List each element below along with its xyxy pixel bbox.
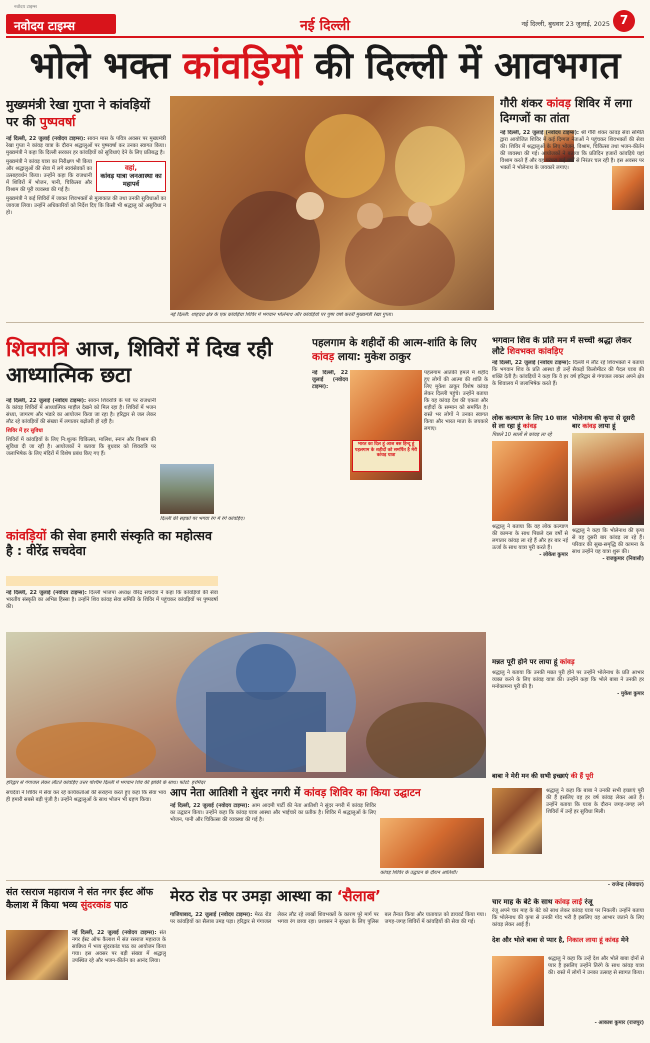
aap-body-text: आम आदमी पार्टी की नेता आतिशी ने सुंदर नगरी में कांवड़ शिविर का उद्घाटन किया। उन्होंने कहा कि कांवड़ यात्रा आस्था और भाईचारे का प्रतीक है। शिविर में श्रद्धालुओं के लिए भोजन, पानी और चिकित्सा की व्यवस्था की गई है। xyxy=(170,803,376,823)
main-headline-part3: की दिल्ली में आवभगत xyxy=(301,44,621,87)
seva-headline xyxy=(6,528,218,574)
profile-lok-headline xyxy=(492,414,568,430)
divider-2 xyxy=(6,880,644,881)
pahalgam-body-text: पहलगाम आतंकी हमले में शहीद हुए लोगों की आत्मा की शांति के लिए मुकेश ठाकुर विशेष कांवड़ लेकर दिल्ली पहुंचे। उन्होंने बताया कि यह कांवड़ देश की एकता और शहीदों के सम्मान को समर्पित है। रास्ते भर लोगों ने उनका स्वागत किया और भारत माता के जयकारे लगाए। xyxy=(424,370,488,432)
desh-headline-highlight: निकाल लाया हूं कांवड़ xyxy=(566,936,619,944)
profile-bholenath-body: श्रद्धालु ने कहा कि भोलेनाथ की कृपा से वह दूसरी बार कांवड़ ला रहे हैं। परिवार की सुख-समृद्धि की कामना के साथ उन्होंने यह यात्रा शुरू की। xyxy=(572,528,644,555)
cm-headline-highlight: पुष्पवर्षा xyxy=(39,114,76,129)
meerut-body xyxy=(170,912,486,927)
pahalgam-headline xyxy=(312,336,488,364)
profile-lok xyxy=(492,414,568,650)
bhagwan-body-text: दिल्ली में लौट रहे शिवभक्तों ने बताया कि भगवान शिव के प्रति आस्था ही उन्हें सैकड़ों किलोमीटर की पैदल यात्रा की शक्ति देती है। कांवड़ियों ने कहा कि वे हर वर्ष हरिद्वार से गंगाजल लाकर अपने क्षेत्र के शिवालय में जलाभिषेक करते हैं। xyxy=(492,360,644,387)
gauri-headline-highlight: कांवड़ xyxy=(546,96,571,110)
gauri-body xyxy=(500,130,644,320)
shivratri-dateline: नई दिल्ली, 22 जुलाई (नवोदय टाइम्स): xyxy=(6,398,87,404)
page-number-badge xyxy=(613,10,635,32)
pahalgam-headline-highlight: कांवड़ xyxy=(312,351,335,363)
aap-dateline: नई दिल्ली, 22 जुलाई (नवोदय टाइम्स): xyxy=(170,803,250,809)
baba-sign: - राजेन्द्र (सेवादार) xyxy=(607,882,644,888)
page-number: 7 xyxy=(619,13,629,27)
sant-headline-text2: पाठ xyxy=(110,900,128,911)
seva-photo-caption: हरिद्वार से गंगाजल लेकर लौटते कांवड़िए उत्तर पश्चिम दिल्ली में भगवान शिव की झांकी के साथ। फोटो: हरमिंदर xyxy=(6,780,206,786)
char-body: रंजू अपने चार माह के बेटे को साथ लेकर कांवड़ यात्रा पर निकलीं। उन्होंने बताया कि भोलेनाथ की कृपा से उनकी गोद भरी है इसलिए वह आभार जताने के लिए कांवड़ लेकर आई हैं। xyxy=(492,908,644,928)
profile-bholenath xyxy=(572,414,644,650)
mannat-headline-text: मन्नत पूरी होने पर लाया हूं xyxy=(492,658,560,666)
shivratri-subhead: शिविर में हर सुविधा xyxy=(6,428,43,434)
char-headline-highlight: कांवड़ लाई xyxy=(554,898,583,906)
mannat-headline xyxy=(492,658,644,667)
sant-headline-highlight: सुंदरकांड xyxy=(80,900,111,911)
char-headline xyxy=(492,898,644,907)
aap-photo-caption: कांवड़ शिविर के उद्घाटन के दौरान आतिशी। xyxy=(380,870,458,876)
masthead-small-brand: नवोदय टाइम्स xyxy=(14,5,37,10)
desh-headline xyxy=(492,936,644,944)
divider-1 xyxy=(6,322,644,323)
gauri-story xyxy=(500,96,644,326)
desh-headline-text2: मेने xyxy=(618,936,629,944)
brand-logo-text: नवोदय टाइम्स xyxy=(14,19,76,33)
cm-body2: मुख्यमंत्री ने कांवड़ यात्रा का निरीक्षण भी किया और श्रद्धालुओं की सेवा में लगे स्वयंसेवकों का उत्साहवर्धन किया। उन्होंने कहा कि राजधानी में शिविरों में भोजन, पानी, चिकित्सा और विश्राम की पूरी व्यवस्था की गई है। xyxy=(6,159,92,193)
meerut-headline xyxy=(170,886,486,906)
profile-bholenath-sign: - राजकुमार (निवासी) xyxy=(602,556,644,562)
mannat-sign: - मुकेश कुमार xyxy=(617,691,644,697)
profile-lok-sign: - लोकेश कुमार xyxy=(539,552,568,558)
meerut-headline-text: मेरठ रोड पर उमड़ा आस्था का xyxy=(170,887,337,905)
pahalgam-story xyxy=(312,336,488,526)
cm-body3: मुख्यमंत्री ने कई शिविरों में जाकर शिवभक्तों से मुलाकात की तथा उनकी सुविधाओं का जायजा लिया। उन्होंने अधिकारियों को निर्देश दिए कि किसी भी श्रद्धालु को असुविधा न हो। xyxy=(6,196,166,216)
desh-photo xyxy=(492,956,544,1026)
pahalgam-body xyxy=(312,370,348,520)
pahalgam-dateline: नई दिल्ली, 22 जुलाई (नवोदय टाइम्स): xyxy=(312,370,348,390)
sant-photo xyxy=(6,930,68,980)
main-headline-highlight: कांवड़ियों xyxy=(182,44,302,87)
sant-body-text: संत नगर ईस्ट ऑफ कैलाश में संत रसराज महाराज के सान्निध्य में भव्य सुंदरकांड पाठ का आयोजन किया गया। इस अवसर पर बड़ी संख्या में श्रद्धालु उपस्थित रहे और भजन-कीर्तन का आनंद लिया। xyxy=(72,930,166,964)
shivratri-headline-text: आज, शिविरों में दिख रही आध्यात्मिक छटा xyxy=(6,337,273,387)
cm-headline-text: मुख्यमंत्री रेखा गुप्ता ने कांवड़ियों पर की xyxy=(6,97,151,129)
section-label: नई दिल्ली xyxy=(299,18,350,32)
char-headline-text2: रंजू xyxy=(582,898,593,906)
cm-quote-box xyxy=(96,161,166,192)
dateline-bar: नई दिल्ली, बुधवार 23 जुलाई, 2025 xyxy=(521,20,610,28)
main-headline xyxy=(6,42,644,90)
sant-body xyxy=(72,930,166,1034)
meerut-dateline: गाजियाबाद, 22 जुलाई (नवोदय टाइम्स): xyxy=(170,912,253,918)
seva-photo xyxy=(6,632,486,778)
gauri-headline xyxy=(500,96,644,126)
bhagwan-dateline: नई दिल्ली, 22 जुलाई (नवोदय टाइम्स): xyxy=(492,360,571,366)
masthead-rule xyxy=(6,36,644,38)
cm-photo-illustration xyxy=(170,96,494,310)
aap-headline xyxy=(170,786,486,800)
baba-story xyxy=(492,772,644,894)
bhagwan-headline xyxy=(492,336,644,358)
profile-lok-body: श्रद्धालु ने बताया कि वह लोक कल्याण की कामना के साथ पिछले दस वर्षों से लगातार कांवड़ ला रहे हैं और हर बार नई ऊर्जा के साथ यात्रा पूरी करते हैं। xyxy=(492,524,568,551)
shivratri-body xyxy=(6,398,156,518)
desh-story xyxy=(492,936,644,1036)
seva-kicker xyxy=(6,576,218,586)
seva-headline-text: की सेवा हमारी संस्कृति का महोत्सव है : वीरेंद्र सचदेवा xyxy=(6,528,212,558)
seva-dateline: नई दिल्ली, 22 जुलाई (नवोदय टाइम्स): xyxy=(6,590,87,596)
cm-dateline: नई दिल्ली, 22 जुलाई (नवोदय टाइम्स): xyxy=(6,136,86,142)
shivratri-headline-highlight: शिवरात्रि xyxy=(6,337,69,361)
pahalgam-headline-text1: पहलगाम के शहीदों की आत्म-शांति के लिए xyxy=(312,337,477,349)
mannat-headline-highlight: कांवड़ xyxy=(559,658,575,666)
meerut-story xyxy=(170,886,486,1036)
baba-photo xyxy=(492,788,542,854)
baba-headline-text: बाबा ने मेरी मन की सभी इच्छाएं xyxy=(492,772,571,780)
cm-photo xyxy=(170,96,494,310)
shivratri-photo-caption: दिल्ली की सड़कों पर भगवा रंग में रंगे कांवड़िए। xyxy=(160,516,245,522)
cm-body xyxy=(6,136,166,217)
mannat-story xyxy=(492,658,644,770)
meerut-body-text: मेरठ रोड पर कांवड़ियों का सैलाब उमड़ पड़ा। हरिद्वार से गंगाजल लेकर लौट रहे लाखों शिवभक्तों के कारण पूरे मार्ग पर भगवा रंग छाया रहा। प्रशासन ने सुरक्षा के लिए पुलिस बल तैनात किया और यातायात को डायवर्ट किया गया। जगह-जगह शिविरों में कांवड़ियों की सेवा की गई। xyxy=(170,912,486,925)
char-story xyxy=(492,898,644,932)
seva-photo-illustration xyxy=(6,632,486,778)
pahalgam-photo xyxy=(350,370,422,480)
desh-body: श्रद्धालु ने कहा कि उन्हें देश और भोले बाबा दोनों से प्यार है इसलिए उन्होंने तिरंगे के साथ कांवड़ यात्रा की। रास्ते में लोगों ने उनका उत्साह से स्वागत किया। xyxy=(548,956,644,976)
seva-body2: सचदेवा ने शिविर में सेवा कर रहे कार्यकर्ताओं की सराहना करते हुए कहा कि सेवा भाव ही हमारी सबसे बड़ी पूंजी है। उन्होंने श्रद्धालुओं के साथ भोजन भी ग्रहण किया। xyxy=(6,790,166,803)
desh-sign: - आकाश कुमार (राजपुर) xyxy=(594,1020,644,1026)
pahalgam-sign xyxy=(352,440,420,472)
pahalgam-sign-text: भारत का दिल हूं आज बस हिन्दू हूं पहलगाम के शहीदों को समर्पित है मेरी कांवड़ यात्रा xyxy=(354,442,418,458)
cm-quote-label: वहां, xyxy=(124,164,138,172)
aap-body xyxy=(170,803,376,824)
gauri-headline-text2: शिविर में लगा दिग्गजों का तांता xyxy=(500,96,632,125)
brand-logo xyxy=(6,14,116,34)
shivratri-photo xyxy=(160,464,214,514)
seva-headline-highlight: कांवड़ियों xyxy=(6,528,47,543)
baba-body: श्रद्धालु ने कहा कि बाबा ने उनकी सभी इच्छाएं पूरी की हैं इसलिए वह हर वर्ष कांवड़ लेकर आते हैं। उन्होंने बताया कि यात्रा के दौरान जगह-जगह लगे शिविरों में उन्हें हर सुविधा मिली। xyxy=(546,788,644,815)
profile-bholenath-headline-text: भोलेनाथ की कृपा से दूसरी बार xyxy=(572,414,635,430)
sant-headline-text1: संत रसराज महाराज ने संत नगर ईस्ट ऑफ कैलाश में किया भव्य xyxy=(6,887,154,911)
masthead xyxy=(0,0,650,40)
gauri-body-text: श्री गौरी शंकर कांवड़ सेवा समिति द्वारा आयोजित शिविर में कई दिग्गज नेताओं ने पहुंचकर शिवभक्तों की सेवा की। शिविर में श्रद्धालुओं के लिए भोजन, विश्राम, चिकित्सा तथा भजन-कीर्तन की व्यवस्था की गई। आयोजकों ने बताया कि प्रतिदिन हजारों कांवड़िये यहां विश्राम करते हैं और यह परंपरा कई वर्षों से निरंतर चल रही है। इस अवसर पर भक्तों ने भोलेनाथ के जयकारे लगाए। xyxy=(500,130,644,171)
profile-lok-headline-highlight: कांवड़ xyxy=(522,422,537,430)
pahalgam-headline-text2: लाया: मुकेश ठाकुर xyxy=(334,351,411,363)
main-headline-part1: भोले भक्त xyxy=(29,44,183,87)
profile-lok-headline-text: लोक कल्याण के लिए 10 साल से ला रहा हूं xyxy=(492,414,567,430)
sant-story xyxy=(6,886,166,1036)
shivratri-headline xyxy=(6,336,308,392)
bhagwan-headline-text: भगवान शिव के प्रति मन में सच्ची श्रद्धा लेकर लौटे xyxy=(492,336,632,357)
aap-headline-text: आप नेता आतिशी ने सुंदर नगरी में xyxy=(170,787,304,799)
desh-headline-text1: देश और भोले बाबा से प्यार है, xyxy=(492,936,567,944)
profile-bholenath-headline-highlight: कांवड़ xyxy=(582,422,597,430)
profile-bholenath-photo xyxy=(572,433,644,525)
shivratri-body2: शिविरों में कांवड़ियों के लिए नि:शुल्क चिकित्सा, मालिश, स्नान और विश्राम की सुविधा दी जा रही है। आयोजकों ने बताया कि बुधवार को शिवरात्रि पर जलाभिषेक के लिए मंदिरों में विशेष प्रबंध किए गए हैं। xyxy=(6,437,156,457)
aap-headline-highlight: कांवड़ शिविर का किया उद्घाटन xyxy=(303,787,421,799)
baba-headline-highlight: की हैं पूरी xyxy=(570,772,594,780)
baba-headline xyxy=(492,772,644,780)
bhagwan-headline-highlight: शिवभक्त कांवड़िए xyxy=(507,347,564,357)
profile-lok-photo xyxy=(492,441,568,521)
cm-photo-caption: नई दिल्ली: शाहदरा क्षेत्र के एक कांवड़िया शिविर में भगवान भोलेनाथ और कांवड़ियों पर पुष्प वर्षा करतीं मुख्यमंत्री रेखा गुप्ता। xyxy=(170,312,393,318)
bhagwan-body xyxy=(492,360,644,410)
seva-body1: दिल्ली भाजपा अध्यक्ष वीरेंद्र सचदेवा ने कहा कि कांवड़ियों की सेवा भारतीय संस्कृति का अभिन्न हिस्सा है। उन्होंने शिव कांवड़ सेवा समिति के शिविर में पहुंचकर कांवड़ियों पर पुष्पवर्षा की। xyxy=(6,590,218,610)
meerut-headline-highlight: ‘सैलाब’ xyxy=(336,887,381,905)
sant-headline xyxy=(6,886,166,912)
cm-body1: सावन मास के पवित्र अवसर पर मुख्यमंत्री रेखा गुप्ता ने कांवड़ यात्रा के दौरान श्रद्धालुओं पर पुष्पवर्षा कर उनका स्वागत किया। मुख्यमंत्री ने कहा कि दिल्ली सरकार हर कांवड़ियों को सुविधाएं देने के लिए प्रतिबद्ध है। xyxy=(6,136,166,156)
gauri-headline-text1: गौरी शंकर xyxy=(500,96,547,110)
profile-bholenath-headline-text2: लाया हूं xyxy=(596,422,616,430)
mannat-body: श्रद्धालु ने बताया कि उनकी मन्नत पूरी होने पर उन्होंने भोलेनाथ के प्रति आभार व्यक्त करने के लिए कांवड़ यात्रा की। उन्होंने कहा कि भोले बाबा ने उनकी हर मनोकामना पूरी की है। xyxy=(492,670,644,690)
shivratri-body1: सावन शिवरात्रि के पर्व पर राजधानी के कांवड़ शिविरों में आध्यात्मिक माहौल देखने को मिल रहा है। शिविरों में भजन संध्या, जागरण और भंडारे का आयोजन किया जा रहा है। हरिद्वार से जल लेकर लौट रहे कांवड़ियों की संख्या में लगातार बढ़ोतरी हो रही है। xyxy=(6,398,156,425)
gauri-dateline: नई दिल्ली, 22 जुलाई (नवोदय टाइम्स): xyxy=(500,130,580,136)
cm-headline xyxy=(6,96,166,130)
cm-quote-text: कांवड़ यात्रा जनआस्था का महापर्व xyxy=(100,172,162,188)
aap-photo xyxy=(380,818,484,868)
seva-body xyxy=(6,590,218,630)
profile-lok-dateline: पिछले 10 सालों से कांवड़ ला रहे xyxy=(492,432,552,438)
pahalgam-body-col2 xyxy=(424,370,488,520)
char-headline-text1: चार माह के बेटे के साथ xyxy=(492,898,555,906)
sant-dateline: नई दिल्ली, 22 जुलाई (नवोदय टाइम्स): xyxy=(72,930,157,936)
profile-bholenath-headline xyxy=(572,414,644,430)
